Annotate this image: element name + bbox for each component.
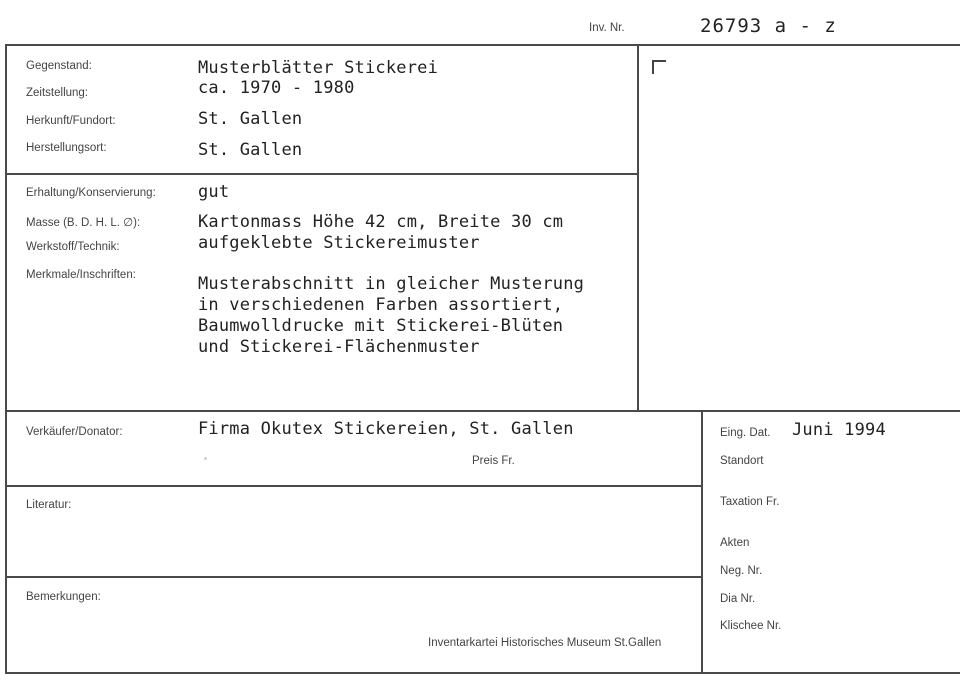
left-rule [5,44,7,674]
akten-label: Akten [720,537,750,549]
verkaeufer-label: Verkäufer/Donator: [26,426,123,438]
inv-nr-label: Inv. Nr. [589,22,625,34]
bemerkungen-label: Bemerkungen: [26,591,101,603]
eing-dat-label: Eing. Dat. [720,427,771,439]
zeitstellung-value: ca. 1970 - 1980 [198,78,355,98]
inv-nr-value: 26793 a - z [700,15,837,37]
masse-label: Masse (B. D. H. L. ∅): [26,217,141,229]
dia-nr-label: Dia Nr. [720,593,756,605]
herstellungsort-value: St. Gallen [198,140,303,160]
masse-value: Kartonmass Höhe 42 cm, Breite 30 cm [198,212,564,232]
top-rule [5,44,960,46]
card-footer: Inventarkartei Historisches Museum St.Gallen [428,637,662,649]
preis-label: Preis Fr. [472,455,515,467]
middle-divider [637,44,639,412]
neg-nr-label: Neg. Nr. [720,565,763,577]
standort-label: Standort [720,455,764,467]
herkunft-value: St. Gallen [198,109,303,129]
herkunft-label: Herkunft/Fundort: [26,115,116,127]
rule-details [5,410,960,412]
corner-mark [652,60,666,74]
scan-speck [204,457,207,460]
literatur-label: Literatur: [26,499,72,511]
erhaltung-label: Erhaltung/Konservierung: [26,187,156,199]
verkaeufer-value: Firma Okutex Stickereien, St. Gallen [198,419,574,439]
merkmale-line: Musterabschnitt in gleicher Musterung [198,274,585,294]
bottom-rule [5,672,960,674]
rule-object [5,173,639,175]
merkmale-line: und Stickerei-Flächenmuster [198,337,480,357]
werkstoff-value: aufgeklebte Stickereimuster [198,233,480,253]
merkmale-line: Baumwolldrucke mit Stickerei-Blüten [198,316,564,336]
taxation-label: Taxation Fr. [720,496,780,508]
merkmale-label: Merkmale/Inschriften: [26,269,136,281]
rule-literatur [5,485,703,487]
klischee-nr-label: Klischee Nr. [720,620,782,632]
werkstoff-label: Werkstoff/Technik: [26,241,120,253]
herstellungsort-label: Herstellungsort: [26,142,107,154]
merkmale-line: in verschiedenen Farben assortiert, [198,295,564,315]
eing-dat-value: Juni 1994 [792,420,886,440]
gegenstand-value: Musterblätter Stickerei [198,58,439,78]
gegenstand-label: Gegenstand: [26,60,92,72]
erhaltung-value: gut [198,182,230,202]
side-divider [701,410,703,674]
zeitstellung-label: Zeitstellung: [26,87,89,99]
rule-bemerkungen [5,576,703,578]
